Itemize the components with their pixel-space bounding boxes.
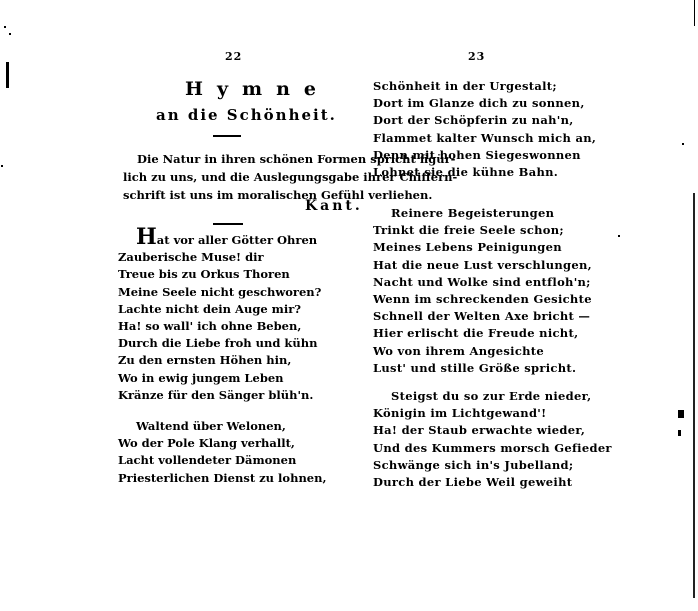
scan-artifact	[618, 235, 620, 237]
verse-line: Durch die Liebe froh und kühn	[118, 336, 318, 351]
epigraph-divider	[213, 223, 243, 225]
scan-artifact	[682, 143, 684, 145]
verse-line: Priesterlichen Dienst zu lohnen,	[118, 470, 327, 485]
epigraph-attribution: Kant.	[305, 198, 363, 214]
poem-title: Hymne	[185, 78, 330, 100]
stanza	[118, 224, 322, 404]
scan-artifact	[9, 33, 11, 35]
verse-line: Und des Kummers morsch Gefieder	[373, 440, 612, 455]
verse-line: Reinere Begeisterungen	[391, 206, 555, 220]
verse-line: Königin im Lichtgewand'!	[373, 406, 547, 421]
scan-artifact	[694, 0, 695, 26]
verse-line: Flammet kalter Wunsch mich an,	[373, 130, 597, 145]
verse-line: Kränze für den Sänger blüh'n.	[118, 387, 314, 402]
epigraph-line: lich zu uns, und die Auslegungsgabe ihrer Chiffern-	[123, 170, 458, 184]
verse-line: Lacht vollendeter Dämonen	[118, 453, 297, 468]
verse-line: Dort der Schöpferin zu nah'n,	[373, 113, 574, 128]
verse-line: Lust' und stille Größe spricht.	[373, 360, 577, 375]
verse-line: Hat vor aller Götter Ohren	[136, 224, 318, 250]
scan-artifact	[1, 165, 3, 167]
drop-cap: H	[136, 224, 157, 250]
page-number: 22	[225, 50, 243, 63]
verse-line: Schnell der Welten Axe bricht —	[373, 309, 591, 324]
verse-line: Wo von ihrem Angesichte	[373, 343, 545, 358]
stanza	[373, 388, 612, 491]
verse-line: Nacht und Wolke sind entfloh'n;	[373, 274, 591, 289]
stanza	[373, 205, 592, 377]
epigraph-line: Die Natur in ihren schönen Formen spricht figür-	[137, 152, 456, 166]
verse-line: Waltend über Welonen,	[136, 419, 286, 433]
verse-line: Wo der Pole Klang verhallt,	[118, 436, 295, 451]
verse-line: Steigst du so zur Erde nieder,	[391, 389, 592, 403]
verse-line: Zauberische Muse! dir	[118, 250, 264, 265]
verse-line: Ha! der Staub erwachte wieder,	[373, 423, 586, 438]
verse-line: Meine Seele nicht geschworen?	[118, 284, 322, 299]
scan-artifact	[678, 430, 681, 436]
page-number: 23	[468, 50, 486, 63]
verse-line: Durch der Liebe Weil geweiht	[373, 475, 573, 490]
verse-line: Hat die neue Lust verschlungen,	[373, 257, 592, 272]
scan-artifact	[678, 410, 684, 418]
verse-line: Lohnet sie die kühne Bahn.	[373, 165, 559, 180]
verse-line: Dort im Glanze dich zu sonnen,	[373, 96, 585, 111]
verse-line: Wo in ewig jungem Leben	[118, 370, 284, 385]
verse-line: Ha! so wall' ich ohne Beben,	[118, 319, 302, 334]
verse-line: Zu den ernsten Höhen hin,	[118, 353, 292, 368]
verse-line: Wenn im schreckenden Gesichte	[373, 292, 592, 307]
verse-line: Schönheit in der Urgestalt;	[373, 79, 557, 93]
verse-line: Treue bis zu Orkus Thoren	[118, 267, 290, 282]
stanza	[118, 418, 326, 487]
verse-line: Meines Lebens Peinigungen	[373, 240, 562, 255]
verse-line: Denn mit hohen Siegeswonnen	[373, 147, 581, 162]
page-edge	[693, 193, 695, 598]
verse-line: Lachte nicht dein Auge mir?	[118, 301, 302, 316]
title-divider	[213, 135, 241, 137]
verse-line: Schwänge sich in's Jubelland;	[373, 457, 574, 472]
verse-line: Hier erlischt die Freude nicht,	[373, 326, 579, 341]
epigraph-line: schrift ist uns im moralischen Gefühl verliehen.	[123, 188, 433, 202]
scan-artifact	[4, 26, 6, 28]
poem-subtitle: an die Schönheit.	[156, 106, 337, 124]
scan-artifact	[6, 62, 9, 88]
right-page	[355, 0, 698, 611]
stanza	[373, 78, 596, 181]
verse-line: Trinkt die freie Seele schon;	[373, 223, 564, 238]
